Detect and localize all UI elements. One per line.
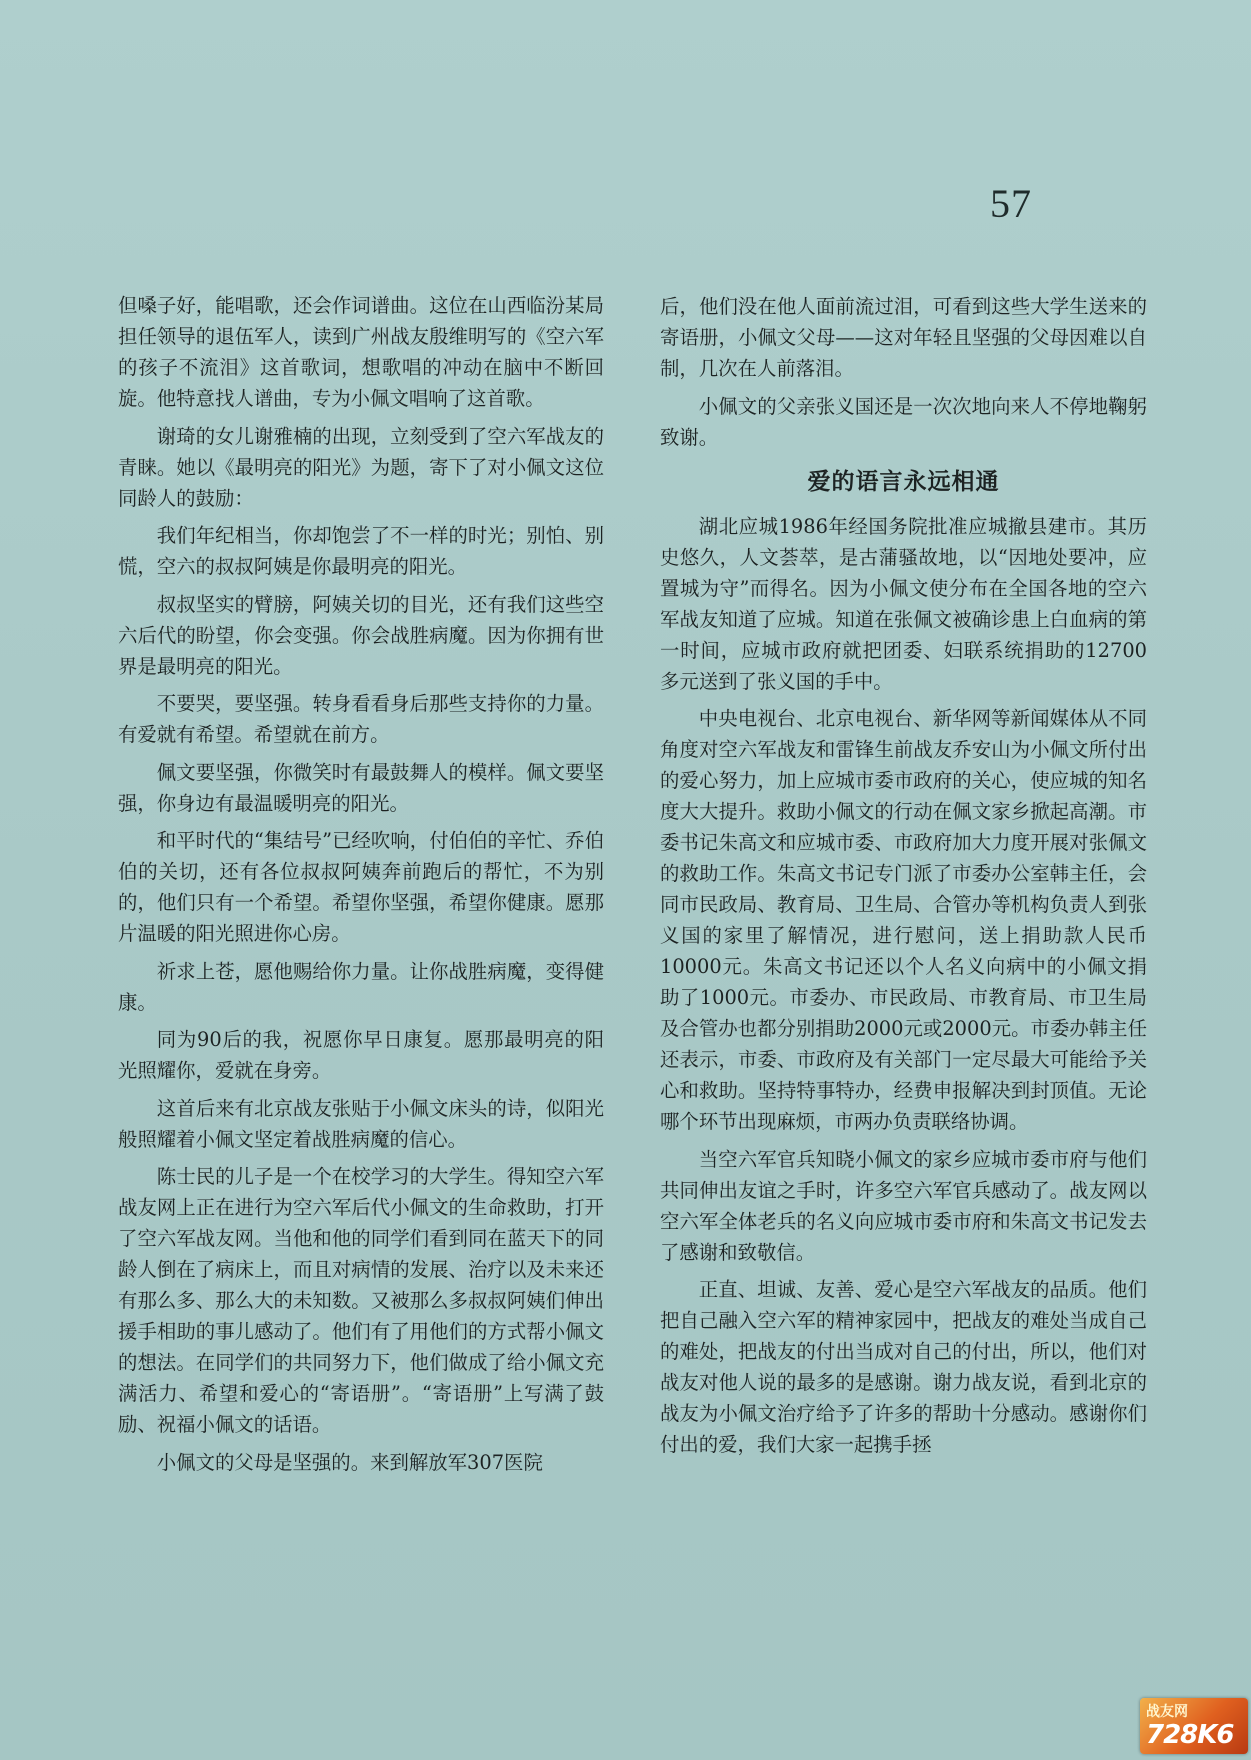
page-number: 57 — [990, 181, 1032, 226]
poem-paragraph: 不要哭，要坚强。转身看看身后那些支持你的力量。有爱就有希望。希望就在前方。 — [118, 692, 604, 746]
paragraph: 当空六军官兵知晓小佩文的家乡应城市委市府与他们共同伸出友谊之手时，许多空六军官兵感动了。战友网以空六军全体老兵的名义向应城市委市府和朱高文书记发去了感谢和致敬信。 — [660, 1147, 1147, 1264]
left-column — [118, 290, 604, 1484]
paragraph: 陈士民的儿子是一个在校学习的大学生。得知空六军战友网上正在进行为空六军后代小佩文的生命救助，打开了空六军战友网。当他和他的同学们看到同在蓝天下的同龄人倒在了病床上，而且对病情的发展、治疗以及未来还有那么多、那么大的未知数。又被那么多叔叔阿姨们伸出援手相助的事儿感动了。他们有了用他们的方式帮小佩文的想法。在同学们的共同努力下，他们做成了给小佩文充满活力、希望和爱心的“寄语册”。“寄语册”上写满了鼓励、祝福小佩文的话语。 — [118, 1165, 604, 1436]
paragraph: 小佩文的父母是坚强的。来到解放军307医院 — [156, 1450, 543, 1474]
poem-paragraph: 叔叔坚实的臂膀，阿姨关切的目光，还有我们这些空六后代的盼望，你会变强。你会战胜病魔。因为你拥有世界是最明亮的阳光。 — [118, 592, 604, 678]
paragraph: 谢琦的女儿谢雅楠的出现，立刻受到了空六军战友的青睐。她以《最明亮的阳光》为题，寄下了对小佩文这位同龄人的鼓励： — [118, 424, 604, 510]
site-watermark-logo — [1140, 1698, 1248, 1754]
paragraph: 小佩文的父亲张义国还是一次次地向来人不停地鞠躬致谢。 — [660, 394, 1147, 449]
poem-paragraph: 我们年纪相当，你却饱尝了不一样的时光；别怕、别慌，空六的叔叔阿姨是你最明亮的阳光。 — [118, 524, 604, 578]
section-heading: 爱的语言永远相通 — [807, 468, 1000, 495]
watermark-site-name: 战友网 — [1146, 1704, 1188, 1720]
paragraph: 这首后来有北京战友张贴于小佩文床头的诗，似阳光般照耀着小佩文坚定着战胜病魔的信心。 — [118, 1096, 604, 1151]
poem-paragraph: 和平时代的“集结号”已经吹响，付伯伯的辛忙、乔伯伯的关切，还有各位叔叔阿姨奔前跑后的帮忙，不为别的，他们只有一个希望。希望你坚强，希望你健康。愿那片温暖的阳光照进你心房。 — [118, 829, 604, 945]
paragraph: 中央电视台、北京电视台、新华网等新闻媒体从不同角度对空六军战友和雷锋生前战友乔安山为小佩文所付出的爱心努力，加上应城市委市政府的关心，使应城的知名度大大提升。救助小佩文的行动在佩文家乡掀起高潮。市委书记朱高文和应城市委、市政府加大力度开展对张佩文的救助工作。朱高文书记专门派了市委办公室韩主任，会同市民政局、教育局、卫生局、合管办等机构负责人到张义国的家里了解情况，进行慰问，送上捐助款人民币10000元。朱高文书记还以个人名义向病中的小佩文捐助了1000元。市委办、市民政局、市教育局、市卫生局及合管办也都分别捐助2000元或2000元。市委办韩主任还表示，市委、市政府及有关部门一定尽最大可能给予关心和救助。坚持特事特办，经费申报解决到封顶值。无论哪个环节出现麻烦，市两办负责联络协调。 — [660, 707, 1147, 1133]
paragraph: 湖北应城1986年经国务院批准应城撤县建市。其历史悠久，人文荟萃，是古蒲骚故地，以“因地处要冲，应置城为守”而得名。因为小佩文使分布在全国各地的空六军战友知道了应城。知道在张佩文被确诊患上白血病的第一时间，应城市政府就把团委、妇联系统捐助的12700多元送到了张义国的手中。 — [660, 514, 1147, 693]
poem-paragraph: 祈求上苍，愿他赐给你力量。让你战胜病魔，变得健康。 — [118, 959, 604, 1014]
paragraph: 后，他们没在他人面前流过泪，可看到这些大学生送来的寄语册，小佩文父母——这对年轻且坚强的父母因难以自制，几次在人前落泪。 — [660, 295, 1147, 380]
right-column — [660, 291, 1147, 1467]
paragraph: 正直、坦诚、友善、爱心是空六军战友的品质。他们把自己融入空六军的精神家园中，把战友的难处当成自己的难处，把战友的付出当成对自己的付出，所以，他们对战友对他人说的最多的是感谢。谢力战友说，看到北京的战友为小佩文治疗给予了许多的帮助十分感动。感谢你们付出的爱，我们大家一起携手拯 — [660, 1278, 1147, 1456]
watermark-site-code: 728K6 — [1146, 1720, 1234, 1750]
paragraph: 但嗓子好，能唱歌，还会作词谱曲。这位在山西临汾某局担任领导的退伍军人，读到广州战友殷维明写的《空六军的孩子不流泪》这首歌词，想歌唱的冲动在脑中不断回旋。他特意找人谱曲，专为小佩文唱响了这首歌。 — [118, 294, 604, 410]
poem-paragraph: 佩文要坚强，你微笑时有最鼓舞人的模样。佩文要坚强，你身边有最温暖明亮的阳光。 — [118, 760, 604, 815]
poem-paragraph: 同为90后的我，祝愿你早日康复。愿那最明亮的阳光照耀你，爱就在身旁。 — [118, 1028, 604, 1082]
